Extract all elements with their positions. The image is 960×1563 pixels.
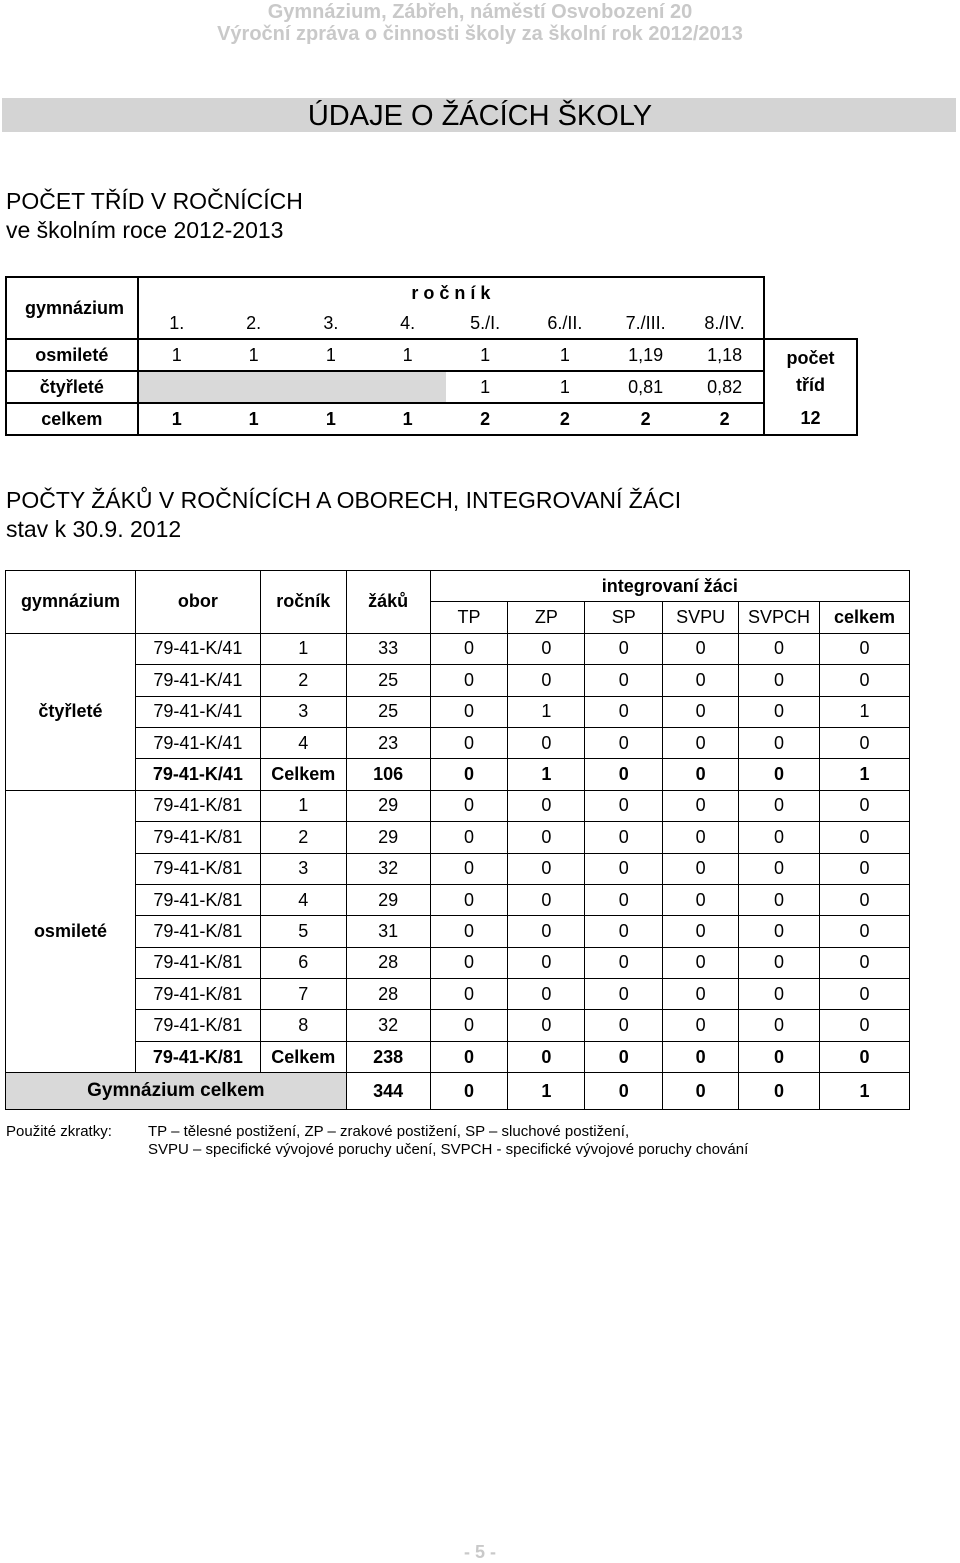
integrated-cell: 0 — [820, 727, 910, 758]
obor-cell: 79-41-K/81 — [135, 822, 260, 853]
value-cell: 1 — [370, 403, 446, 435]
integrated-cell: 0 — [820, 633, 910, 664]
obor-cell: 79-41-K/41 — [135, 633, 260, 664]
integrated-cell: 0 — [739, 822, 820, 853]
abbr-line2: SVPU – specifické vývojové poruchy učení, SVPCH - specifické vývojové poruchy chování — [148, 1141, 749, 1158]
group-label-osmilete: osmileté — [6, 790, 136, 1073]
col-zaku: žáků — [346, 571, 430, 634]
total-integrated: 0 — [663, 1073, 739, 1110]
integrated-cell: 0 — [663, 696, 739, 727]
obor-cell: 79-41-K/81 — [135, 1041, 260, 1072]
rocnik-cell: 2 — [260, 822, 346, 853]
obor-cell: 79-41-K/81 — [135, 979, 260, 1010]
value-cell: 1 — [292, 339, 369, 371]
grade-header: 6./II. — [524, 308, 605, 339]
row-label: osmileté — [6, 339, 138, 371]
integrated-cell: 0 — [820, 790, 910, 821]
integrated-cell: 0 — [430, 916, 508, 947]
integrated-cell: 0 — [820, 665, 910, 696]
integrated-cell: 0 — [739, 1041, 820, 1072]
col-celkem: celkem — [820, 602, 910, 633]
integrated-cell: 1 — [820, 696, 910, 727]
value-cell: 1 — [138, 339, 215, 371]
integrated-cell: 0 — [820, 979, 910, 1010]
integrated-cell: 1 — [508, 696, 585, 727]
obor-cell: 79-41-K/41 — [135, 727, 260, 758]
section1-title: POČET TŘÍD V ROČNÍCÍCH — [6, 188, 303, 214]
corner-label: gymnázium — [6, 277, 138, 339]
integrated-cell: 0 — [430, 759, 508, 790]
value-cell: 2 — [686, 403, 764, 435]
rocnik-cell: 4 — [260, 884, 346, 915]
integrated-cell: 0 — [739, 790, 820, 821]
abbr-label: Použité zkratky: — [6, 1123, 112, 1140]
value-cell: 1 — [215, 339, 292, 371]
obor-cell: 79-41-K/81 — [135, 947, 260, 978]
integrated-cell: 0 — [430, 853, 508, 884]
integrated-cell: 0 — [508, 853, 585, 884]
spacer-cell — [764, 308, 857, 339]
zaku-cell: 31 — [346, 916, 430, 947]
integrated-cell: 0 — [508, 1041, 585, 1072]
integrated-cell: 0 — [430, 633, 508, 664]
zaku-cell: 33 — [346, 633, 430, 664]
integrated-cell: 0 — [663, 727, 739, 758]
integrated-cell: 0 — [663, 884, 739, 915]
integrated-cell: 0 — [508, 916, 585, 947]
classes-table — [5, 276, 858, 436]
rocnik-label: r o č n í k — [138, 277, 764, 308]
grade-header: 3. — [292, 308, 369, 339]
integrated-cell: 0 — [585, 727, 663, 758]
integrated-cell: 0 — [508, 947, 585, 978]
total-integrated: 0 — [739, 1073, 820, 1110]
integrated-cell: 0 — [820, 822, 910, 853]
total-integrated: 0 — [430, 1073, 508, 1110]
rocnik-cell: Celkem — [260, 1041, 346, 1072]
integrated-cell: 0 — [585, 790, 663, 821]
integrated-cell: 0 — [430, 884, 508, 915]
integrated-cell: 0 — [585, 916, 663, 947]
value-cell: 1 — [524, 339, 605, 371]
total-integrated: 1 — [820, 1073, 910, 1110]
value-cell: 1,18 — [686, 339, 764, 371]
integrated-cell: 0 — [663, 759, 739, 790]
integrated-cell: 1 — [820, 759, 910, 790]
zaku-cell: 32 — [346, 853, 430, 884]
total-label: Gymnázium celkem — [6, 1073, 347, 1110]
integrated-cell: 0 — [508, 884, 585, 915]
grade-header: 8./IV. — [686, 308, 764, 339]
total-integrated: 1 — [508, 1073, 585, 1110]
rocnik-cell: 3 — [260, 853, 346, 884]
integrated-cell: 0 — [739, 916, 820, 947]
rocnik-cell: 4 — [260, 727, 346, 758]
integrated-cell: 0 — [585, 665, 663, 696]
students-table — [5, 570, 910, 1110]
obor-cell: 79-41-K/41 — [135, 665, 260, 696]
group-label-ctyrlete: čtyřleté — [6, 633, 136, 790]
integrated-cell: 0 — [430, 947, 508, 978]
integrated-cell: 0 — [739, 853, 820, 884]
rocnik-cell: 5 — [260, 916, 346, 947]
integrated-cell: 0 — [739, 947, 820, 978]
integrated-cell: 0 — [508, 1010, 585, 1041]
obor-cell: 79-41-K/81 — [135, 1010, 260, 1041]
value-cell: 1 — [138, 403, 215, 435]
integrated-cell: 0 — [663, 1010, 739, 1041]
pocet-label: počet — [786, 347, 835, 368]
integrated-cell: 0 — [430, 665, 508, 696]
integrated-cell: 0 — [508, 822, 585, 853]
integrated-cell: 0 — [508, 633, 585, 664]
integrated-cell: 0 — [430, 790, 508, 821]
integrated-cell: 0 — [430, 822, 508, 853]
integrated-cell: 0 — [430, 696, 508, 727]
header-line2: Výroční zpráva o činnosti školy za školní rok 2012/2013 — [217, 23, 743, 45]
integrated-cell: 0 — [585, 1010, 663, 1041]
obor-cell: 79-41-K/41 — [135, 696, 260, 727]
rocnik-cell: 3 — [260, 696, 346, 727]
integrated-cell: 0 — [820, 884, 910, 915]
grade-header: 2. — [215, 308, 292, 339]
rocnik-cell: 1 — [260, 790, 346, 821]
integrated-cell: 0 — [663, 979, 739, 1010]
zaku-cell: 238 — [346, 1041, 430, 1072]
grade-header: 5./I. — [446, 308, 525, 339]
integrated-cell: 0 — [663, 1041, 739, 1072]
col-gymnazium: gymnázium — [6, 571, 136, 634]
pocet-trid-label — [764, 339, 857, 403]
integrated-cell: 0 — [739, 696, 820, 727]
integrated-cell: 0 — [739, 1010, 820, 1041]
obor-cell: 79-41-K/41 — [135, 759, 260, 790]
total-zaku: 344 — [346, 1073, 430, 1110]
integrated-cell: 0 — [508, 665, 585, 696]
value-cell: 1 — [524, 371, 605, 403]
value-cell: 2 — [605, 403, 686, 435]
rocnik-cell: 2 — [260, 665, 346, 696]
obor-cell: 79-41-K/81 — [135, 853, 260, 884]
col-rocnik: ročník — [260, 571, 346, 634]
zaku-cell: 28 — [346, 947, 430, 978]
obor-cell: 79-41-K/81 — [135, 884, 260, 915]
integrated-cell: 0 — [508, 790, 585, 821]
integrated-cell: 0 — [585, 979, 663, 1010]
abbr-line1: TP – tělesné postižení, ZP – zrakové postižení, SP – sluchové postižení, — [148, 1123, 630, 1140]
rocnik-cell: 8 — [260, 1010, 346, 1041]
rocnik-cell: 6 — [260, 947, 346, 978]
integrated-cell: 0 — [585, 759, 663, 790]
section2-title: POČTY ŽÁKŮ V ROČNÍCÍCH A OBORECH, INTEGROVANÍ ŽÁCI — [6, 487, 682, 513]
trid-label: tříd — [796, 374, 826, 395]
row-label: čtyřleté — [6, 371, 138, 403]
zaku-cell: 29 — [346, 790, 430, 821]
page-title: ÚDAJE O ŽÁCÍCH ŠKOLY — [307, 100, 653, 132]
integrated-cell: 0 — [663, 633, 739, 664]
col-integrovani: integrovaní žáci — [430, 571, 909, 602]
value-cell: 1 — [215, 403, 292, 435]
integrated-cell: 0 — [430, 727, 508, 758]
integrated-cell: 0 — [663, 853, 739, 884]
integrated-cell: 0 — [820, 1041, 910, 1072]
page-number: - 5 - — [463, 1542, 496, 1562]
rocnik-cell: Celkem — [260, 759, 346, 790]
integrated-cell: 0 — [820, 947, 910, 978]
integrated-cell: 0 — [820, 1010, 910, 1041]
integrated-cell: 0 — [739, 979, 820, 1010]
integrated-cell: 0 — [430, 979, 508, 1010]
integrated-cell: 1 — [508, 759, 585, 790]
zaku-cell: 25 — [346, 665, 430, 696]
grade-header: 1. — [138, 308, 215, 339]
zaku-cell: 106 — [346, 759, 430, 790]
integrated-cell: 0 — [585, 884, 663, 915]
value-cell: 1,19 — [605, 339, 686, 371]
integrated-cell: 0 — [663, 790, 739, 821]
integrated-cell: 0 — [663, 665, 739, 696]
total-classes: 12 — [764, 403, 857, 435]
integrated-cell: 0 — [739, 759, 820, 790]
zaku-cell: 29 — [346, 884, 430, 915]
integrated-cell: 0 — [663, 916, 739, 947]
integrated-cell: 0 — [585, 853, 663, 884]
col-zp: ZP — [508, 602, 585, 633]
integrated-cell: 0 — [739, 665, 820, 696]
col-tp: TP — [430, 602, 508, 633]
grade-header: 4. — [370, 308, 446, 339]
value-cell: 2 — [446, 403, 525, 435]
value-cell: 0,81 — [605, 371, 686, 403]
integrated-cell: 0 — [585, 1041, 663, 1072]
rocnik-cell: 7 — [260, 979, 346, 1010]
integrated-cell: 0 — [663, 947, 739, 978]
value-cell: 1 — [292, 403, 369, 435]
obor-cell: 79-41-K/81 — [135, 916, 260, 947]
col-obor: obor — [135, 571, 260, 634]
rocnik-cell: 1 — [260, 633, 346, 664]
integrated-cell: 0 — [585, 947, 663, 978]
zaku-cell: 28 — [346, 979, 430, 1010]
row-label: celkem — [6, 403, 138, 435]
integrated-cell: 0 — [585, 633, 663, 664]
zaku-cell: 32 — [346, 1010, 430, 1041]
integrated-cell: 0 — [820, 916, 910, 947]
integrated-cell: 0 — [430, 1010, 508, 1041]
header-line1: Gymnázium, Zábřeh, náměstí Osvobození 20 — [267, 1, 693, 23]
integrated-cell: 0 — [820, 853, 910, 884]
integrated-cell: 0 — [739, 727, 820, 758]
col-svpch: SVPCH — [739, 602, 820, 633]
integrated-cell: 0 — [508, 979, 585, 1010]
integrated-cell: 0 — [739, 633, 820, 664]
integrated-cell: 0 — [663, 822, 739, 853]
value-cell: 0,82 — [686, 371, 764, 403]
value-cell: 2 — [524, 403, 605, 435]
value-cell: 1 — [446, 371, 525, 403]
integrated-cell: 0 — [739, 884, 820, 915]
obor-cell: 79-41-K/81 — [135, 790, 260, 821]
empty-grades-cell — [138, 371, 446, 403]
integrated-cell: 0 — [508, 727, 585, 758]
grade-header: 7./III. — [605, 308, 686, 339]
col-sp: SP — [585, 602, 663, 633]
zaku-cell: 23 — [346, 727, 430, 758]
integrated-cell: 0 — [585, 696, 663, 727]
value-cell: 1 — [446, 339, 525, 371]
zaku-cell: 29 — [346, 822, 430, 853]
col-svpu: SVPU — [663, 602, 739, 633]
total-integrated: 0 — [585, 1073, 663, 1110]
section1-subtitle: ve školním roce 2012-2013 — [6, 217, 284, 243]
value-cell: 1 — [370, 339, 446, 371]
integrated-cell: 0 — [430, 1041, 508, 1072]
section2-subtitle: stav k 30.9. 2012 — [6, 516, 182, 542]
zaku-cell: 25 — [346, 696, 430, 727]
integrated-cell: 0 — [585, 822, 663, 853]
